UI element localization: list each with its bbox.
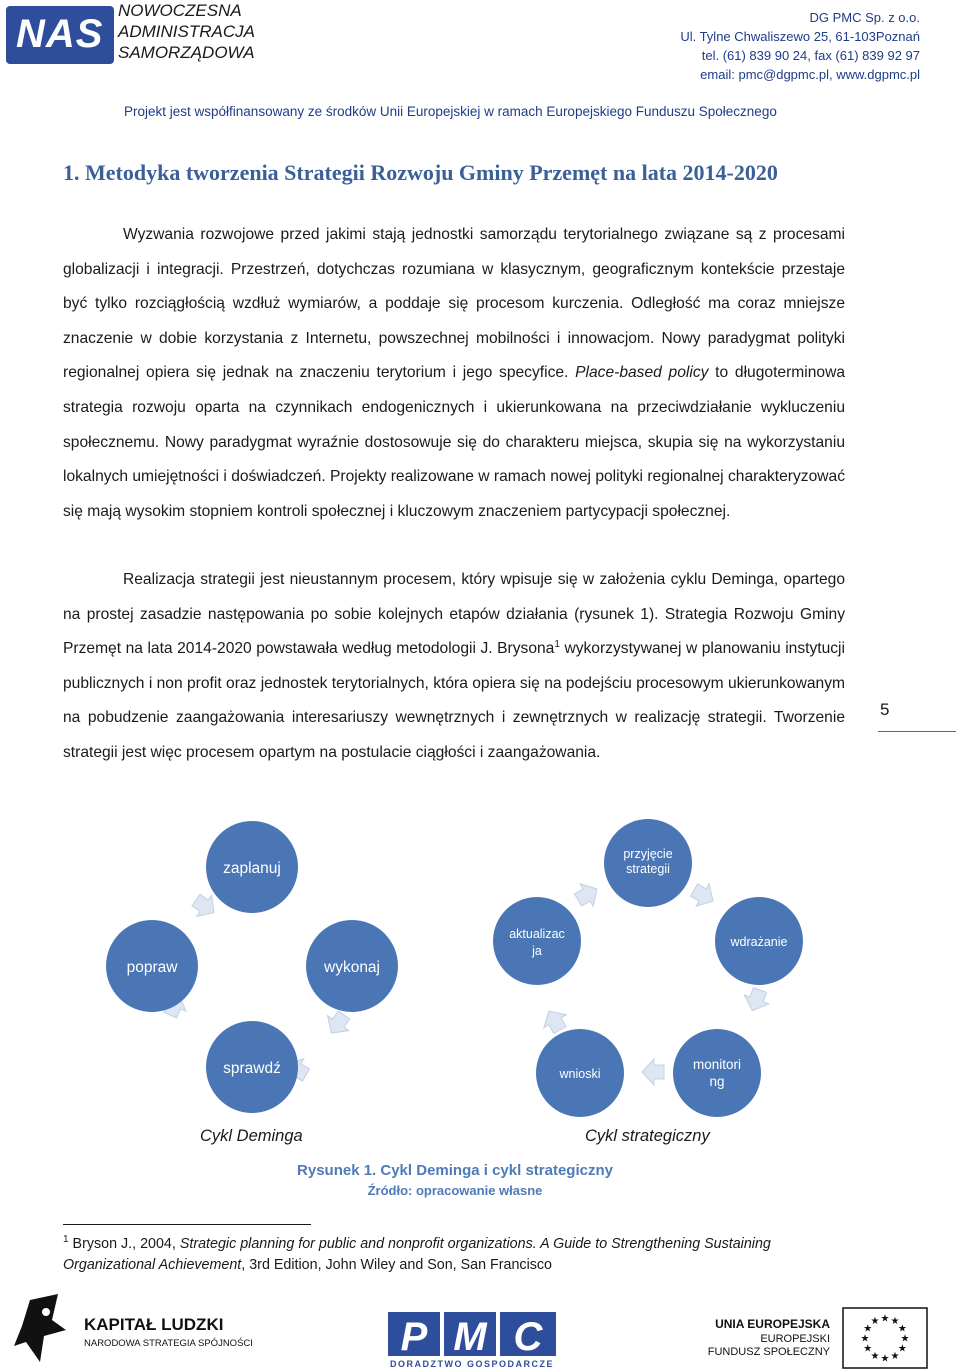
strategic-node-conclusions [536, 1029, 624, 1117]
eu-star: ★ [890, 1350, 900, 1362]
node-label: przyjęcie [623, 847, 673, 861]
company-info [680, 8, 920, 84]
p2-text-b: wykorzystywanej w planowaniu instytucji publicznych i non profit oraz jednostek terytorialnych, która opiera się na podejściu procesowym ukierunkowanym na pobudzenie zaangażowania interesariuszy wewnętrznych i zewnętrznych w realizację strategii. Tworzenie strategii jest więc procesem opartym na postulacie ciągłości i zaangażowania. [63, 640, 845, 761]
eu-star: ★ [870, 1350, 880, 1362]
company-email: email: pmc@dgpmc.pl, www.dgpmc.pl [700, 67, 920, 82]
eu-star: ★ [900, 1333, 910, 1345]
node-label: zaplanuj [223, 860, 281, 877]
kl-title: KAPITAŁ LUDZKI [84, 1315, 224, 1334]
footer-logos [0, 1290, 960, 1371]
pmc-subtitle: DORADZTWO GOSPODARCZE [390, 1359, 554, 1369]
eu-star: ★ [860, 1333, 870, 1345]
eu-star: ★ [880, 1353, 890, 1365]
footnote-rule [63, 1224, 311, 1225]
strategic-arrow-3 [642, 1059, 664, 1085]
company-name: DG PMC Sp. z o.o. [809, 10, 920, 25]
nas-word-1: NOWOCZESNA [118, 1, 242, 20]
page-number-rule [878, 731, 956, 732]
deming-node-check [206, 1021, 298, 1113]
eu-star: ★ [863, 1323, 873, 1335]
strategic-node-update [493, 897, 581, 985]
footnote-number: 1 [63, 1234, 69, 1246]
node-label: monitori [692, 1057, 742, 1072]
pmc-letter-c: C [513, 1315, 543, 1359]
node-label: wnioski [559, 1067, 601, 1081]
node-label: sprawdź [223, 1060, 281, 1077]
strategic-arrow-5 [572, 878, 604, 912]
company-address: Ul. Tylne Chwaliszewo 25, 61-103Poznań [680, 29, 920, 44]
deming-caption: Cykl Deminga [200, 1127, 303, 1145]
heading-title: Metodyka tworzenia Strategii Rozwoju Gminy Przemęt na lata 2014-2020 [85, 160, 778, 185]
p1-italic: Place-based policy [575, 364, 709, 382]
eu-sub-2: FUNDUSZ SPOŁECZNY [707, 1346, 830, 1358]
nas-logo [6, 6, 114, 64]
kapital-ludzki-logo [14, 1294, 253, 1362]
pmc-letter-m: M [453, 1315, 487, 1359]
pmc-letter-p: P [400, 1315, 428, 1359]
eu-logo [708, 1308, 927, 1368]
eu-sub-1: EUROPEJSKI [760, 1333, 830, 1345]
eu-star: ★ [897, 1323, 907, 1335]
deming-node-act [106, 920, 198, 1012]
strategic-node-implementation [715, 897, 803, 985]
eu-star: ★ [880, 1313, 890, 1325]
deming-node-do [306, 920, 398, 1012]
heading-number: 1. [63, 160, 80, 185]
page-number: 5 [880, 700, 890, 719]
paragraph-2 [63, 563, 845, 771]
deming-arrow-2 [321, 1008, 355, 1041]
deming-node-plan [206, 821, 298, 913]
figure-source: Źródło: opracowanie własne [367, 1183, 543, 1198]
footnote-text-a: Bryson J., 2004, [68, 1236, 180, 1252]
strategic-node-monitoring [673, 1029, 761, 1117]
kl-subtitle: NARODOWA STRATEGIA SPÓJNOŚCI [84, 1338, 253, 1349]
pmc-logo [388, 1312, 556, 1369]
nas-logo-text: NAS [16, 12, 104, 56]
footnote [63, 1234, 863, 1276]
figure-title: Rysunek 1. Cykl Deminga i cykl strategiczny [297, 1162, 613, 1179]
node-label: popraw [126, 959, 178, 976]
node-label: strategii [626, 862, 670, 876]
company-phone: tel. (61) 839 90 24, fax (61) 839 92 97 [701, 48, 920, 63]
nas-word-3: SAMORZĄDOWA [118, 43, 255, 62]
eu-star: ★ [897, 1343, 907, 1355]
p2-text-a: Realizacja strategii jest nieustannym procesem, który wpisuje się w założenia cyklu Deminga, opartego na prostej zasadzie następowania po sobie kolejnych etapów działania (rysunek 1). Strategia Rozwoju Gminy Przemęt na lata 2014-2020 powstawała według metodologii J. Brysona [63, 571, 845, 658]
nas-word-2: ADMINISTRACJA [118, 22, 255, 41]
node-label: wykonaj [324, 959, 380, 976]
eu-star: ★ [890, 1316, 900, 1328]
cofinancing-note: Projekt jest współfinansowany ze środków Unii Europejskiej w ramach Europejskiego Funduszu Społecznego [124, 104, 777, 119]
node-label: ja [532, 944, 542, 958]
nas-logo-words [118, 0, 255, 63]
eu-title: UNIA EUROPEJSKA [715, 1317, 830, 1331]
footnote-italic: Strategic planning for public and nonprofit organizations. A Guide to Strengthening Sustaining Organizational Achievement [63, 1236, 771, 1273]
strategic-arrow-2 [740, 986, 772, 1016]
cycle-diagram [0, 805, 960, 1165]
node-label: aktualizac [509, 927, 565, 941]
paragraph-1 [63, 218, 845, 529]
section-heading [63, 156, 853, 189]
p1-text-a: Wyzwania rozwojowe przed jakimi stają jednostki samorządu terytorialnego związane są z procesami globalizacji i integracji. Przestrzeń, dotychczas rozumiana w klasycznym, geograficznym kontekście przestaje być tylko rozciągłością wzdłuż wymiarów, a poddaje się procesom kurczenia. Odległość ma coraz mniejsze znaczenie w dobie korzystania z Internetu, powszechnej mobilności i innowacjom. Nowy paradygmat polityki regionalnej opiera się jednak na znaczeniu terytorium i jego specyfice. [63, 226, 845, 382]
strategic-arrow-1 [688, 879, 720, 913]
p1-text-b: to długoterminowa strategia rozwoju oparta na czynnikach endogenicznych i ukierunkowana na przeciwdziałanie wykluczeniu społecznemu. Nowy paradygmat wyraźnie dostosowuje się do charakteru miejsca, skupia się na wykorzystaniu lokalnych umiejętności i doświadczeń. Projekty realizowane w ramach nowej polityki regionalnej charakteryzować się mają wysokim stopniem kontroli społecznej i kluczowym znaczeniem partycypacji społecznej. [63, 364, 845, 520]
strategic-caption: Cykl strategiczny [585, 1127, 710, 1145]
eu-star: ★ [863, 1343, 873, 1355]
node-label: ng [709, 1074, 725, 1089]
footnote-text-b: , 3rd Edition, John Wiley and Son, San Francisco [241, 1257, 553, 1273]
eu-star: ★ [870, 1316, 880, 1328]
node-label: wdrażanie [730, 935, 788, 949]
strategic-node-adoption [604, 819, 692, 907]
footnote-ref[interactable]: 1 [554, 639, 560, 650]
